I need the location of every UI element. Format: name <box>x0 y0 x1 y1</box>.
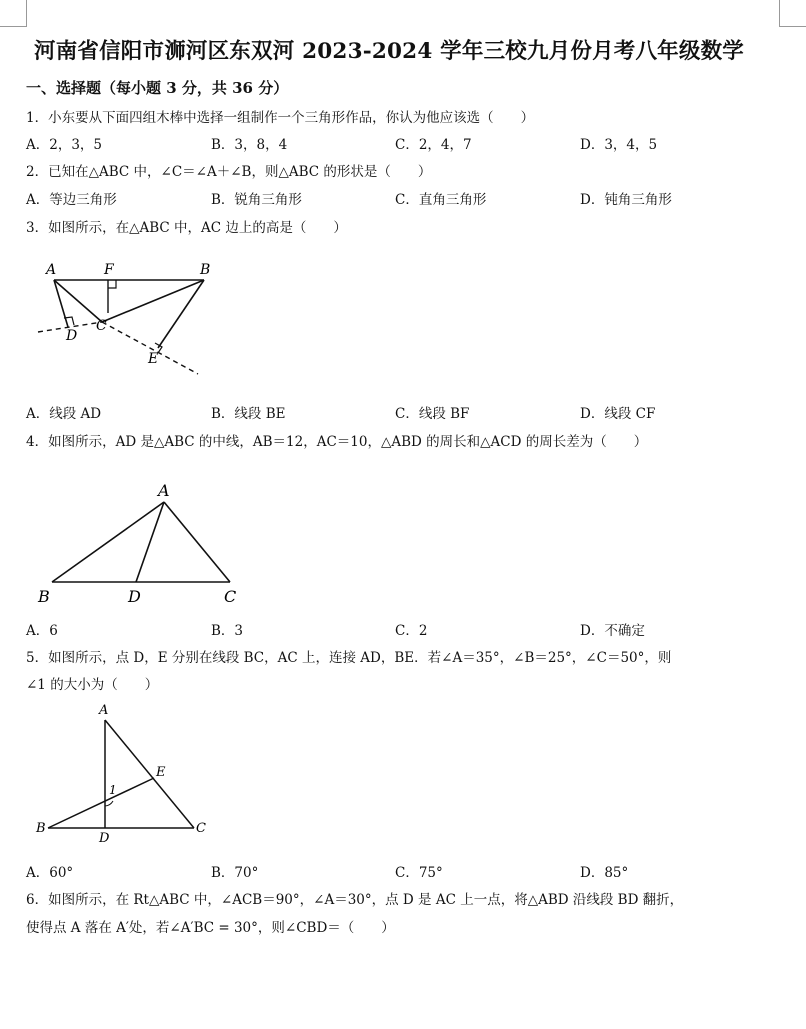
question-3-stem: 3．如图所示，在△ABC 中，AC 边上的高是（ ） <box>26 220 347 236</box>
question-5-stem-line-2: ∠1 的大小为（ ） <box>26 677 159 693</box>
question-1-option-d: D．3，4，5 <box>580 137 658 153</box>
question-6-stem-line-1: 6．如图所示，在 Rt△ABC 中，∠ACB＝90°，∠A＝30°，点 D 是 AC 上一点，将△ABD 沿线段 BD 翻折， <box>26 892 684 908</box>
question-5-option-b: B．70° <box>211 865 259 881</box>
question-1-option-c: C．2，4，7 <box>395 137 472 153</box>
q4-label-c: C <box>224 587 237 606</box>
question-5-stem-line-1: 5．如图所示，点 D，E 分别在线段 BC，AC 上，连接 AD，BE．若∠A＝35°，∠B＝25°，∠C＝50°，则 <box>26 650 672 666</box>
q4-label-d: D <box>128 587 141 606</box>
q3-label-d: D <box>66 328 78 344</box>
question-5-figure <box>30 700 220 845</box>
question-1-option-b: B．3，8，4 <box>211 137 288 153</box>
q5-label-c: C <box>196 821 206 836</box>
q5-label-d: D <box>99 831 110 846</box>
question-5-option-a: A．60° <box>26 865 74 881</box>
question-3-option-b: B．线段 BE <box>211 406 286 422</box>
question-3-option-c: C．线段 BF <box>395 406 470 422</box>
page-corner-mark-left <box>0 0 27 27</box>
question-4-option-d: D．不确定 <box>580 623 645 639</box>
question-6-stem-line-2: 使得点 A 落在 A′处，若∠A′BC = 30°，则∠CBD＝（ ） <box>26 920 395 936</box>
q4-label-a: A <box>158 481 170 500</box>
document-title: 河南省信阳市浉河区东双河 2023-2024 学年三校九月份月考八年级数学 <box>34 39 744 64</box>
question-4-option-b: B．3 <box>211 623 244 639</box>
question-2-stem: 2．已知在△ABC 中，∠C＝∠A＋∠B，则△ABC 的形状是（ ） <box>26 164 432 180</box>
question-2-option-b: B．锐角三角形 <box>211 192 302 208</box>
q3-label-f: F <box>104 262 114 278</box>
question-4-option-a: A．6 <box>26 623 58 639</box>
question-3-figure <box>24 250 224 385</box>
q3-label-a: A <box>46 262 57 278</box>
question-5-option-c: C．75° <box>395 865 443 881</box>
question-1-option-a: A．2，3，5 <box>26 137 103 153</box>
question-2-option-a: A．等边三角形 <box>26 192 117 208</box>
question-3-option-d: D．线段 CF <box>580 406 656 422</box>
question-2-option-d: D．钝角三角形 <box>580 192 672 208</box>
question-5-option-d: D．85° <box>580 865 629 881</box>
question-3-option-a: A．线段 AD <box>26 406 102 422</box>
q5-label-e: E <box>156 765 166 780</box>
question-4-stem: 4．如图所示，AD 是△ABC 的中线，AB＝12，AC＝10，△ABD 的周长和△ACD 的周长差为（ ） <box>26 434 648 450</box>
q5-label-b: B <box>36 821 46 836</box>
q3-label-c: C <box>96 318 107 334</box>
q5-label-a: A <box>99 703 109 718</box>
q4-label-b: B <box>38 587 50 606</box>
q3-label-e: E <box>148 351 159 367</box>
q3-label-b: B <box>200 262 211 278</box>
question-2-option-c: C．直角三角形 <box>395 192 487 208</box>
question-4-option-c: C．2 <box>395 623 428 639</box>
q5-label-1: 1 <box>109 783 117 797</box>
page-corner-mark-right <box>779 0 806 27</box>
question-1-stem: 1．小东要从下面四组木棒中选择一组制作一个三角形作品，你认为他应该选（ ） <box>26 110 535 126</box>
section-heading: 一、选择题（每小题 3 分，共 36 分） <box>26 79 289 97</box>
question-4-figure <box>30 478 250 608</box>
